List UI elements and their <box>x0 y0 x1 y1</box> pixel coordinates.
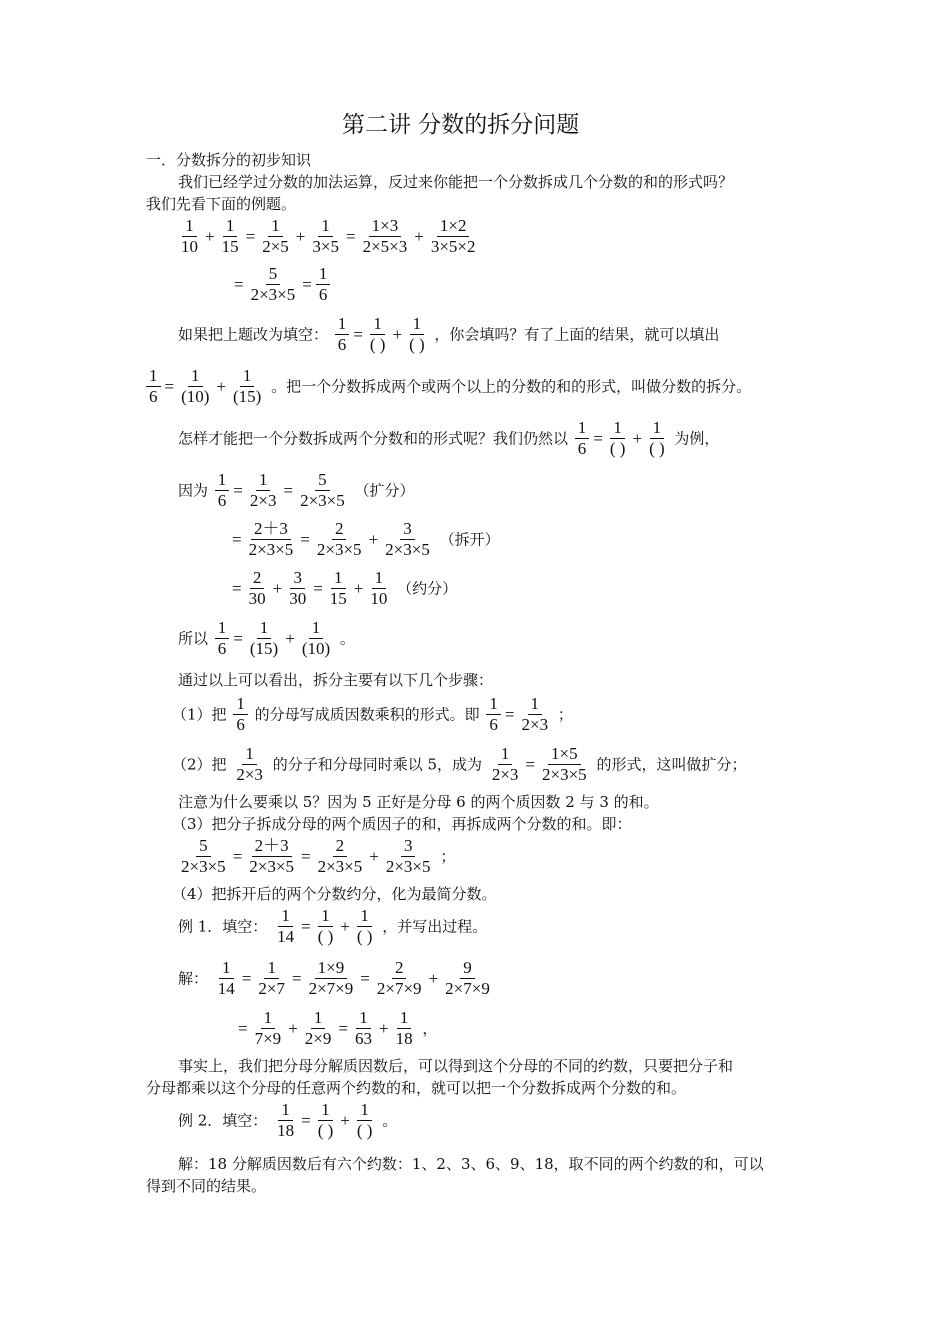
fraction: $\frac{1}{2\times 5}$ <box>262 216 289 256</box>
fraction: $\frac{1}{6}$ <box>486 694 501 735</box>
fraction: $\frac{1}{6}$ <box>215 470 230 511</box>
fact-line-1: 事实上，我们把分母分解质因数后，可以得到这个分母的不同的约数，只要把分子和 <box>178 1057 734 1075</box>
section-heading: 一．分数拆分的初步知识 <box>146 151 312 169</box>
example-equation-1-continued: = $\frac{5}{2\times 3\times 5}$ = $\frac{1}{6}$ <box>232 264 332 305</box>
fraction: $\frac{1}{10}$ <box>370 568 388 608</box>
fraction: $\frac{1}{15}$ <box>221 216 239 256</box>
fraction: $\frac{1}{2\times 3}$ <box>521 694 549 734</box>
fraction-blank: 1 ( ) <box>649 418 665 458</box>
fraction: $\frac{1}{6}$ <box>575 418 590 459</box>
fraction-blank: 1 ( ) <box>356 906 373 946</box>
fraction: $\frac{2}{2\times 3\times 5}$ <box>317 836 363 876</box>
example-1: 例 1．填空： $\frac{1}{14}$ = 1 ( ) + 1 ( ) ，并写出过程。 <box>178 906 488 946</box>
fraction: $\frac{5}{2\times 3\times 5}$ <box>250 264 296 304</box>
fraction-blank: 1 ( ) <box>317 1100 334 1140</box>
fraction: $\frac{2}{2\times 3\times 5}$ <box>316 519 362 559</box>
fraction: $\frac{1}{(15)}$ <box>233 366 262 406</box>
fraction-blank: 1 ( ) <box>609 418 626 458</box>
example-2: 例 2．填空： $\frac{1}{18}$ = 1 ( ) + 1 ( ) 。 <box>178 1100 398 1140</box>
example-1-solution-continued: = $\frac{1}{7\times 9}$ + $\frac{1}{2\times 9}$ = $\frac{1}{63}$ + $\frac{1}{18}$ ， <box>238 1008 438 1048</box>
derivation-expand: 因为 $\frac{1}{6}$ = $\frac{1}{2\times 3}$ = $\frac{5}{2\times 3\times 5}$ （扩分） <box>178 470 415 510</box>
derivation-conclusion: 所以 $\frac{1}{6}$ = $\frac{1}{(15)}$ + $\frac{1}{(10)}$ 。 <box>178 618 355 658</box>
fraction: $\frac{5}{2\times 3\times 5}$ <box>181 836 226 876</box>
solution-2-line-1: 解：18 分解质因数后有六个约数：1、2、3、6、9、18，取不同的两个约数的和，可以 <box>178 1155 764 1173</box>
fraction: $\frac{1}{6}$ <box>146 366 161 407</box>
definition-line: $\frac{1}{6}$ = $\frac{1}{(10)}$ + $\frac{1}{(15)}$ 。把一个分数拆成两个或两个以上的分数的和的形式，叫做分数的拆分。 <box>144 366 751 407</box>
fraction: $\frac{2+3}{2\times 3\times 5}$ <box>249 836 294 876</box>
fraction: $\frac{3}{2\times 3\times 5}$ <box>385 519 430 559</box>
fraction: $\frac{9}{2\times 7\times 9}$ <box>445 958 490 998</box>
fraction: $\frac{1}{(15)}$ <box>249 618 279 658</box>
step-1: （1）把 1 6 的分母写成质因数乘积的形式。即 $\frac{1}{6}$ = $\frac{1}{2\times 3}$ ； <box>172 694 573 734</box>
fraction-blank: 1 ( ) <box>409 314 425 354</box>
fraction: $\frac{1\times 5}{2\times 3\times 5}$ <box>542 744 587 784</box>
fraction: $\frac{1}{2\times 7}$ <box>258 958 285 998</box>
fraction: 1 10 <box>181 216 198 256</box>
fraction: $\frac{1}{3\times 5}$ <box>312 216 339 256</box>
intro-line-2: 我们先看下面的例题。 <box>146 195 297 213</box>
fraction-blank: 1 ( ) <box>356 1100 373 1140</box>
fraction: $\frac{1\times 3}{2\times 5\times 3}$ <box>362 216 408 256</box>
step-3: （3）把分子拆成分母的两个质因子的和，再拆成两个分数的和。即： <box>172 815 632 833</box>
example-equation-1: 1 10 + $\frac{1}{15}$ = $\frac{1}{2\times 5}$ + $\frac{1}{3\times 5}$ = $\frac{1\times 3}{2\times 5\times 3}$ + $\frac{1\times 2}{3\times 5\times 2}$ <box>176 216 481 257</box>
fraction: 1 6 <box>233 694 248 735</box>
steps-intro: 通过以上可以看出，拆分主要有以下几个步骤： <box>178 671 494 689</box>
solution-2-line-2: 得到不同的结果。 <box>146 1177 267 1195</box>
example-1-solution: 解： $\frac{1}{14}$ = $\frac{1}{2\times 7}$ = $\frac{1\times 9}{2\times 7\times 9}$ = $\frac{2}{2\times 7\times 9}$ + $\frac{9}{2\times 7\times 9}$ <box>178 958 495 999</box>
fraction: $\frac{1}{18}$ <box>395 1008 413 1048</box>
fraction: $\frac{2+3}{2\times 3\times 5}$ <box>248 519 294 559</box>
derivation-reduce: = $\frac{2}{30}$ + $\frac{3}{30}$ = $\frac{1}{15}$ + $\frac{1}{10}$ （约分） <box>232 568 458 608</box>
fraction: $\frac{2}{30}$ <box>248 568 266 608</box>
fraction: $\frac{1}{18}$ <box>277 1100 295 1140</box>
fraction: $\frac{1}{63}$ <box>354 1008 372 1048</box>
fraction: $\frac{1}{15}$ <box>329 568 347 608</box>
step-4: （4）把拆开后的两个分数约分，化为最简分数。 <box>172 885 497 903</box>
fraction: $\frac{1}{6}$ <box>215 618 230 659</box>
fraction-blank: 1 ( ) <box>317 906 334 946</box>
fraction: $\frac{1}{7\times 9}$ <box>254 1008 282 1048</box>
fraction: 1 2×3 <box>236 744 263 784</box>
step-2: （2）把 1 2×3 的分子和分母同时乘以 5，成为 $\frac{1}{2\times 3}$ = $\frac{1\times 5}{2\times 3\times 5}$ 的形式，这叫做扩分； <box>172 744 747 784</box>
fraction: $\frac{1}{6}$ <box>335 314 350 355</box>
fraction: $\frac{1}{2\times 9}$ <box>304 1008 332 1048</box>
fraction: $\frac{3}{2\times 3\times 5}$ <box>385 836 431 876</box>
derivation-split: = $\frac{2+3}{2\times 3\times 5}$ = $\frac{2}{2\times 3\times 5}$ + $\frac{3}{2\times 3\times 5}$ （拆开） <box>232 519 500 559</box>
fraction: $\frac{3}{30}$ <box>289 568 307 608</box>
how-to-line: 怎样才能把一个分数拆成两个分数和的形式呢？我们仍然以 $\frac{1}{6}$ = 1 ( ) + 1 ( ) 为例， <box>178 418 720 458</box>
fraction: $\frac{1}{2\times 3}$ <box>491 744 519 784</box>
fraction: $\frac{1}{14}$ <box>277 906 295 946</box>
fraction: $\frac{1}{(10)}$ <box>301 618 331 658</box>
fraction: $\frac{1\times 2}{3\times 5\times 2}$ <box>430 216 476 256</box>
step-3-equation: $\frac{5}{2\times 3\times 5}$ = $\frac{2+3}{2\times 3\times 5}$ = $\frac{2}{2\times 3\times 5}$ + $\frac{3}{2\times 3\times 5}$ ； <box>176 836 455 877</box>
fraction: $\frac{1}{2\times 3}$ <box>249 470 277 510</box>
fraction: $\frac{1}{6}$ <box>316 264 331 305</box>
fraction: $\frac{1}{14}$ <box>217 958 235 998</box>
page-title: 第二讲 分数的拆分问题 <box>342 112 580 138</box>
fill-blank-line: 如果把上题改为填空： $\frac{1}{6}$ = 1 ( ) + 1 ( ) ，你会填吗？有了上面的结果，就可以填出 <box>178 314 720 354</box>
fraction: $\frac{5}{2\times 3\times 5}$ <box>300 470 345 510</box>
step-2-note: 注意为什么要乘以 5？因为 5 正好是分母 6 的两个质因数 2 与 3 的和。 <box>178 793 659 811</box>
fact-line-2: 分母都乘以这个分母的任意两个约数的和，就可以把一个分数拆成两个分数的和。 <box>146 1079 687 1097</box>
intro-line-1: 我们已经学过分数的加法运算，反过来你能把一个分数拆成几个分数的和的形式吗？ <box>178 173 734 191</box>
fraction: $\frac{1}{(10)}$ <box>181 366 210 406</box>
fraction: $\frac{2}{2\times 7\times 9}$ <box>376 958 422 998</box>
fraction-blank: 1 ( ) <box>369 314 386 354</box>
fraction: $\frac{1\times 9}{2\times 7\times 9}$ <box>308 958 354 998</box>
